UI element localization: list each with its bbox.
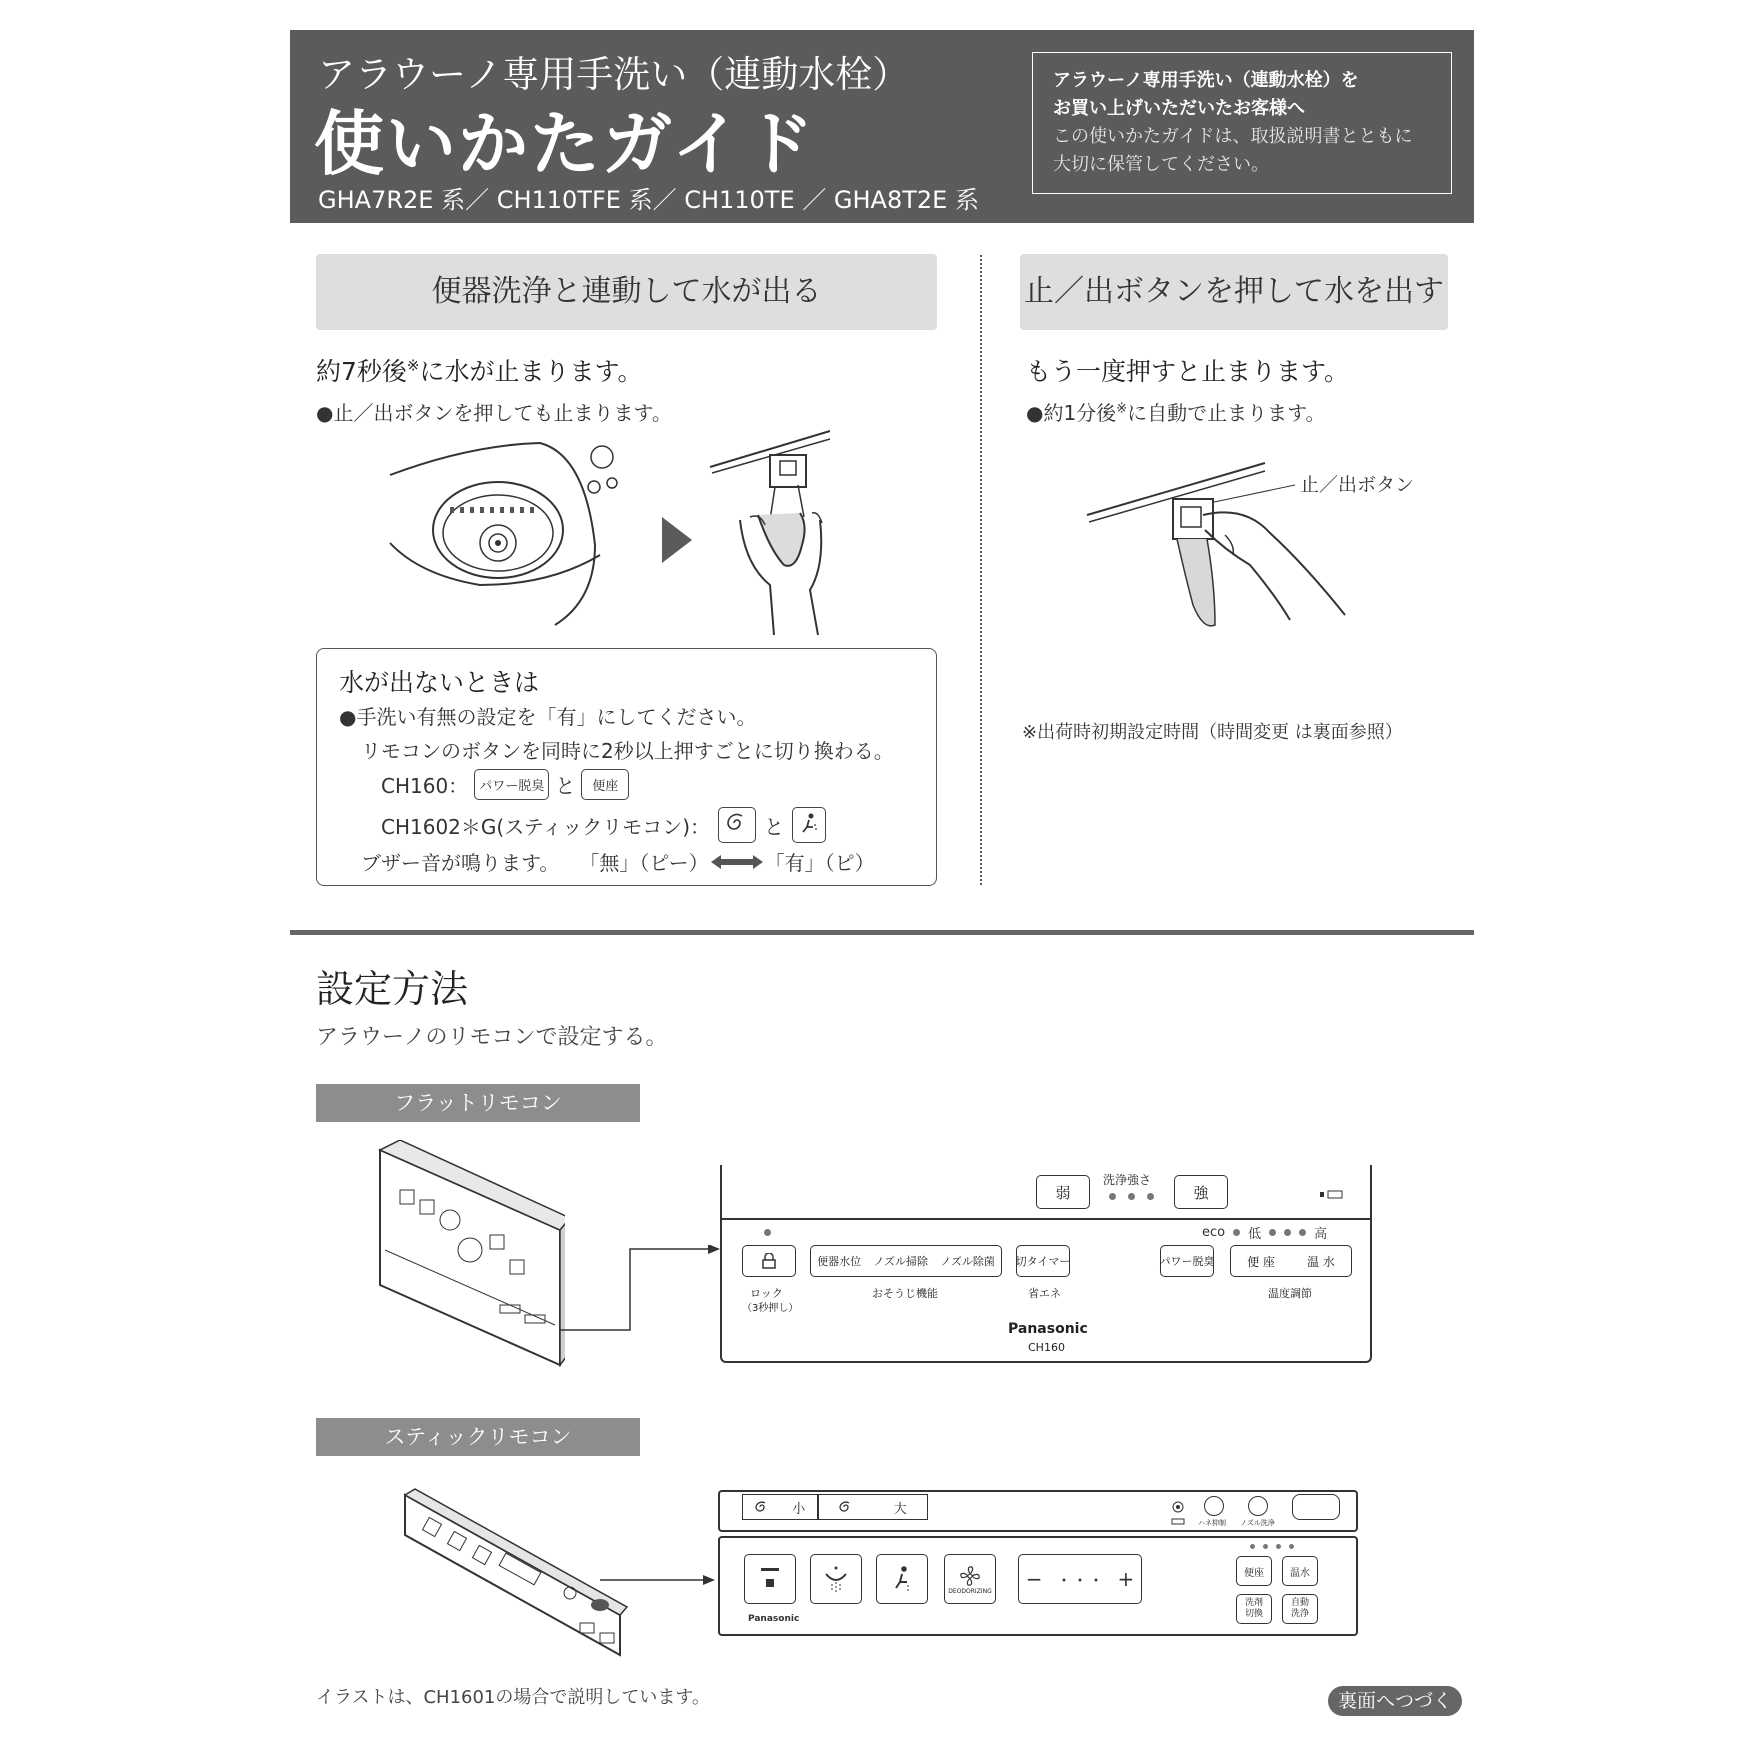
section-banner-push-button: 止／出ボタンを押して水を出す [1020,254,1448,330]
lock-label: ロック [750,1287,783,1300]
lock-sub-label: （3秒押し） [742,1303,799,1314]
buzzer-text: ブザー音が鳴ります。 [361,851,560,875]
left-lead [316,352,643,388]
deodorizing-label: DEODORIZING [948,1587,992,1595]
bidet-person-icon [891,1565,913,1593]
dot [1250,1544,1255,1549]
lock-icon [762,1253,776,1269]
no-water-troubleshoot-box [316,648,937,886]
dot [1299,1229,1306,1236]
weak-button[interactable]: 弱 [1036,1175,1090,1209]
plus-button[interactable]: + [1117,1567,1135,1591]
ch160-instruction [381,769,629,800]
buzzer-line [361,847,875,876]
model-list: GHA7R2E 系／ CH110TFE 系／ CH110TE ／ GHA8T2E 系 [318,186,979,214]
troubleshoot-line: ●手洗い有無の設定を「有」にしてください。 [339,705,757,729]
bullet-main: ●約1分後 [1026,401,1117,425]
right-bullet [1026,397,1326,426]
nozzle-clean-button[interactable]: ノズル掃除 [873,1255,928,1268]
footnote: ※出荷時初期設定時間（時間変更 は裏面参照） [1022,722,1403,743]
settings-title: 設定方法 [316,967,469,1011]
and-text: と [555,774,576,798]
splash-suppress-button[interactable] [1204,1496,1224,1516]
minus-button[interactable]: − [1025,1567,1043,1591]
dot [1128,1193,1135,1200]
stop-icon [760,1566,780,1592]
bullet-rest: に自動で止まります。 [1127,401,1326,425]
battery-icon [1320,1190,1344,1200]
lead-main: 約7秒後 [316,357,407,386]
cleaning-button-group [810,1245,1002,1277]
swirl-icon [839,1500,853,1514]
note-mark: ※ [406,356,420,375]
nozzle-wash-button[interactable] [1248,1496,1268,1516]
stop-start-button-label: 止／出ボタン [1300,474,1415,496]
stick-remote-tag: スティックリモコン [316,1418,640,1456]
power-deodorize-button[interactable]: パワー脱臭 [1160,1245,1214,1277]
ch1602-label: CH1602＊G(スティックリモコン)： [381,814,711,839]
eco-label: eco [1202,1225,1226,1240]
sensor-and-battery-icon [1170,1500,1186,1526]
on-text: 「有」（ピ） [764,851,875,875]
off-text: 「無」（ピー） [579,851,709,875]
stop-button[interactable] [744,1554,796,1604]
temperature-button-group [1230,1245,1352,1277]
fan-icon [958,1564,982,1588]
customer-notice [1032,52,1452,194]
pointer-arrow [600,1572,715,1588]
and-text: と [764,814,785,839]
dot [1269,1229,1276,1236]
illustration-note: イラストは、CH1601の場合で説明しています。 [316,1687,710,1708]
energy-saving-label: 省エネ [1028,1287,1061,1300]
notice-line: この使いかたガイドは、取扱説明書とともに [1053,126,1413,147]
brand-logo: Panasonic [748,1614,800,1624]
model-number: CH160 [1028,1341,1065,1354]
seat-temp-button[interactable]: 便座 [1236,1556,1272,1586]
strength-dots [1109,1193,1154,1200]
seat-key: 便座 [581,769,629,800]
section-banner-linked-flush: 便器洗浄と連動して水が出る [316,254,937,330]
oval-button[interactable] [1292,1494,1340,1520]
rear-wash-button[interactable] [876,1554,928,1604]
next-step-arrow-icon [660,515,694,565]
strength-adjust-bar[interactable] [1018,1554,1142,1604]
swirl-icon [755,1500,769,1514]
header-banner [290,30,1474,223]
low-label: 低 [1248,1227,1262,1242]
bidet-wash-button[interactable] [810,1554,862,1604]
section-rule [290,930,1474,935]
stick-remote-panel [718,1490,1358,1636]
pointer-line [560,1245,720,1335]
temp-level-dots [1250,1544,1294,1549]
dot [1276,1544,1281,1549]
power-deodorize-key: パワー脱臭 [474,769,549,800]
lock-indicator-dot [764,1229,771,1236]
dot [1284,1229,1291,1236]
hand-washing-illustration [700,425,835,635]
settings-lead: アラウーノのリモコンで設定する。 [316,1025,668,1050]
bubbles-icon [584,443,624,503]
notice-line: 大切に保管してください。 [1053,154,1269,175]
level-dots: ・・・ [1055,1570,1104,1590]
strength-label: 洗浄強さ [1103,1173,1152,1187]
continue-on-back-badge: 裏面へつづく [1328,1686,1462,1716]
right-lead: もう一度押すと止まります。 [1026,357,1350,386]
cleaning-label: おそうじ機能 [872,1287,938,1300]
header-subtitle: アラウーノ専用手洗い（連動水栓） [318,53,910,96]
dot [1147,1193,1154,1200]
large-flush-button[interactable] [818,1494,928,1520]
flat-remote-illustration [370,1140,565,1370]
dot [1263,1544,1268,1549]
note-mark: ※ [1116,401,1128,417]
column-divider [980,255,982,885]
nozzle-sterilize-button[interactable]: ノズル除菌 [940,1255,995,1268]
bidet-key-icon [792,807,826,843]
double-arrow-icon [711,854,763,870]
troubleshoot-line: リモコンのボタンを同時に2秒以上押すごとに切り換わる。 [361,739,894,763]
notice-line: お買い上げいただいたお客様へ [1053,98,1305,119]
flat-remote-tag: フラットリモコン [316,1084,640,1122]
temperature-label: 温度調節 [1268,1287,1312,1300]
water-temp-button[interactable]: 温水 [1282,1556,1318,1586]
toilet-water-level-button[interactable]: 便器水位 [817,1255,862,1268]
high-label: 高 [1314,1227,1328,1242]
off-timer-button[interactable]: 切タイマー [1016,1245,1070,1277]
lead-rest: に水が止まります。 [419,357,643,386]
swirl-key-icon [718,807,756,843]
water-temp-button[interactable]: 温 水 [1307,1254,1335,1269]
dot [1233,1229,1240,1236]
strong-button[interactable]: 強 [1174,1175,1228,1209]
large-label: 大 [893,1501,907,1517]
lock-button[interactable] [742,1245,796,1277]
ch1602-instruction [381,807,826,843]
small-flush-button[interactable] [742,1494,818,1520]
auto-wash-button[interactable]: 自動 洗浄 [1282,1594,1318,1624]
eco-scale [1202,1223,1327,1242]
flat-remote-panel [720,1165,1372,1363]
deodorize-button[interactable] [944,1554,996,1604]
seat-temp-button[interactable]: 便 座 [1247,1254,1275,1269]
flat-remote-separator [720,1218,1372,1220]
nozzle-label: ノズル洗浄 [1240,1519,1275,1527]
splash-label: ハネ抑制 [1198,1519,1226,1527]
left-bullet: ●止／出ボタンを押しても止まります。 [316,401,672,425]
bidet-icon [799,812,819,834]
brand-logo: Panasonic [1008,1321,1088,1337]
troubleshoot-title: 水が出ないときは [339,668,540,697]
wash-icon [823,1564,849,1594]
swirl-icon [725,812,749,834]
ch160-label: CH160： [381,774,469,798]
small-label: 小 [792,1501,806,1517]
page-title: 使いかたガイド [314,103,816,185]
notice-line: アラウーノ専用手洗い（連動水栓）を [1053,70,1359,91]
detergent-switch-button[interactable]: 洗剤 切換 [1236,1594,1272,1624]
dot [1289,1544,1294,1549]
dot [1109,1193,1116,1200]
stick-remote-illustration [395,1485,630,1660]
